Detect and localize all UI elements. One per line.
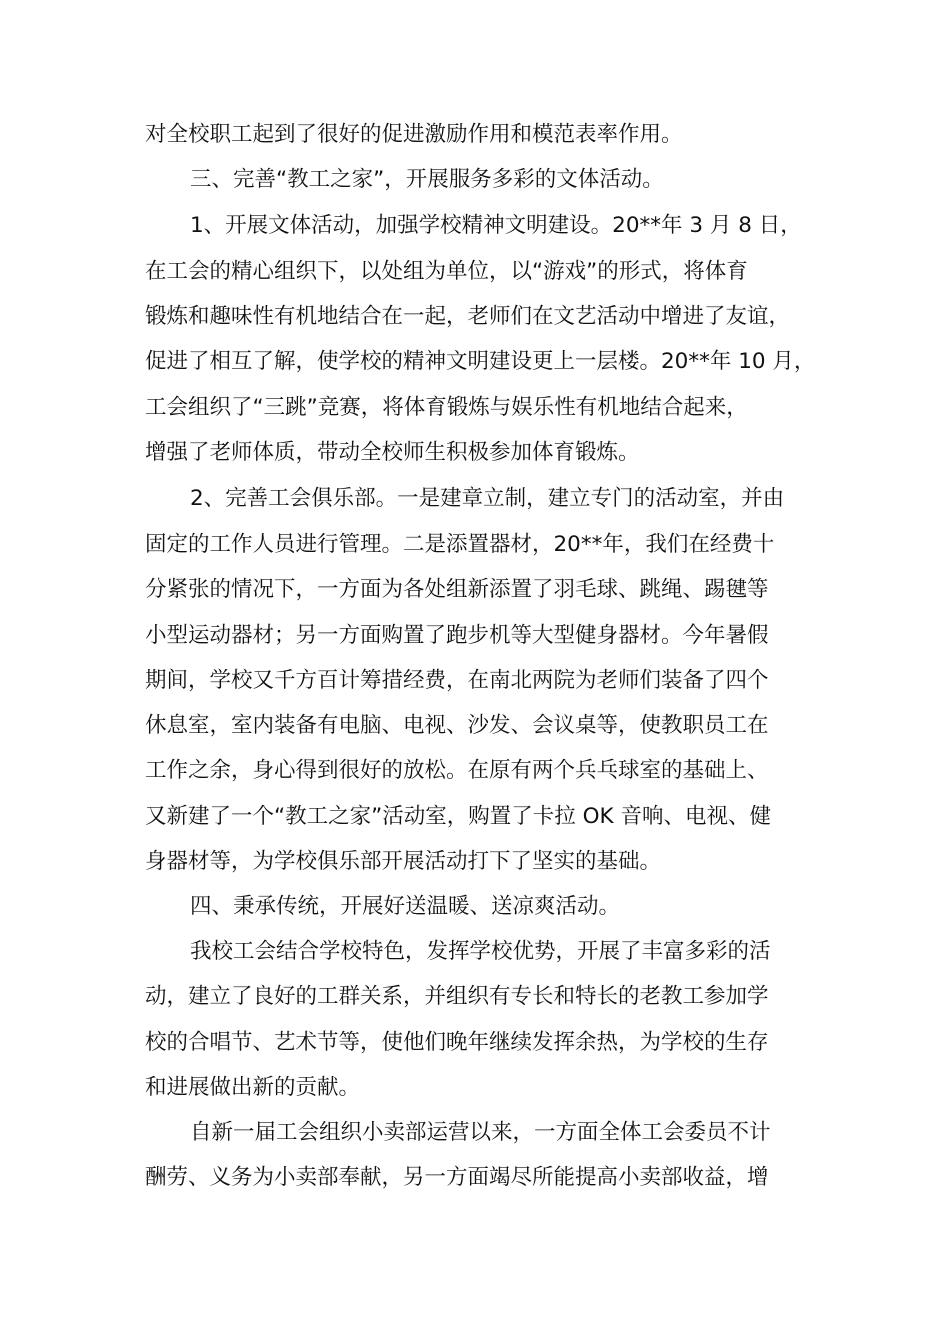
text-line: 对全校职工起到了很好的促进激励作用和模范表率作用。 — [145, 122, 683, 147]
text-line: 又新建了一个“教工之家”活动室，购置了卡拉 OK 音响、电视、健 — [145, 804, 771, 829]
text-line: 身器材等，为学校俱乐部开展活动打下了坚实的基础。 — [145, 849, 662, 874]
text-line: 分紧张的情况下，一方面为各处组新添置了羽毛球、跳绳、踢毽等 — [145, 577, 769, 602]
text-line: 2、完善工会俱乐部。一是建章立制，建立专门的活动室，并由 — [190, 486, 785, 511]
text-line: 自新一届工会组织小卖部运营以来，一方面全体工会委员不计 — [190, 1120, 771, 1145]
text-line: 工会组织了“三跳”竞赛，将体育锻炼与娱乐性有机地结合起来， — [145, 395, 748, 420]
text-line: 工作之余，身心得到很好的放松。在原有两个兵乓球室的基础上、 — [145, 758, 769, 783]
text-line: 1、开展文体活动，加强学校精神文明建设。20**年 3 月 8 日， — [190, 213, 802, 238]
text-line: 促进了相互了解，使学校的精神文明建设更上一层楼。20**年 10 月， — [145, 349, 816, 374]
text-line: 期间，学校又千方百计筹措经费，在南北两院为老师们装备了四个 — [145, 668, 769, 693]
text-line: 校的合唱节、艺术节等，使他们晚年继续发挥余热，为学校的生存 — [145, 1030, 769, 1055]
text-line: 固定的工作人员进行管理。二是添置器材，20**年，我们在经费十 — [145, 532, 775, 557]
text-line: 增强了老师体质，带动全校师生积极参加体育锻炼。 — [145, 440, 640, 465]
text-line: 和进展做出新的贡献。 — [145, 1075, 361, 1100]
text-line: 小型运动器材；另一方面购置了跑步机等大型健身器材。今年暑假 — [145, 623, 769, 648]
section-heading: 四、秉承传统，开展好送温暖、送凉爽活动。 — [190, 894, 621, 919]
text-line: 休息室，室内装备有电脑、电视、沙发、会议桌等，使教职员工在 — [145, 713, 769, 738]
text-line: 在工会的精心组织下，以处组为单位，以“游戏”的形式，将体育 — [145, 259, 748, 284]
text-line: 酬劳、义务为小卖部奉献，另一方面竭尽所能提高小卖部收益，增 — [145, 1165, 769, 1190]
text-line: 我校工会结合学校特色，发挥学校优势，开展了丰富多彩的活 — [190, 939, 771, 964]
text-line: 动，建立了良好的工群关系，并组织有专长和特长的老教工参加学 — [145, 984, 769, 1009]
text-line: 锻炼和趣味性有机地结合在一起，老师们在文艺活动中增进了友谊， — [145, 304, 791, 329]
section-heading: 三、完善“教工之家”，开展服务多彩的文体活动。 — [190, 167, 664, 192]
